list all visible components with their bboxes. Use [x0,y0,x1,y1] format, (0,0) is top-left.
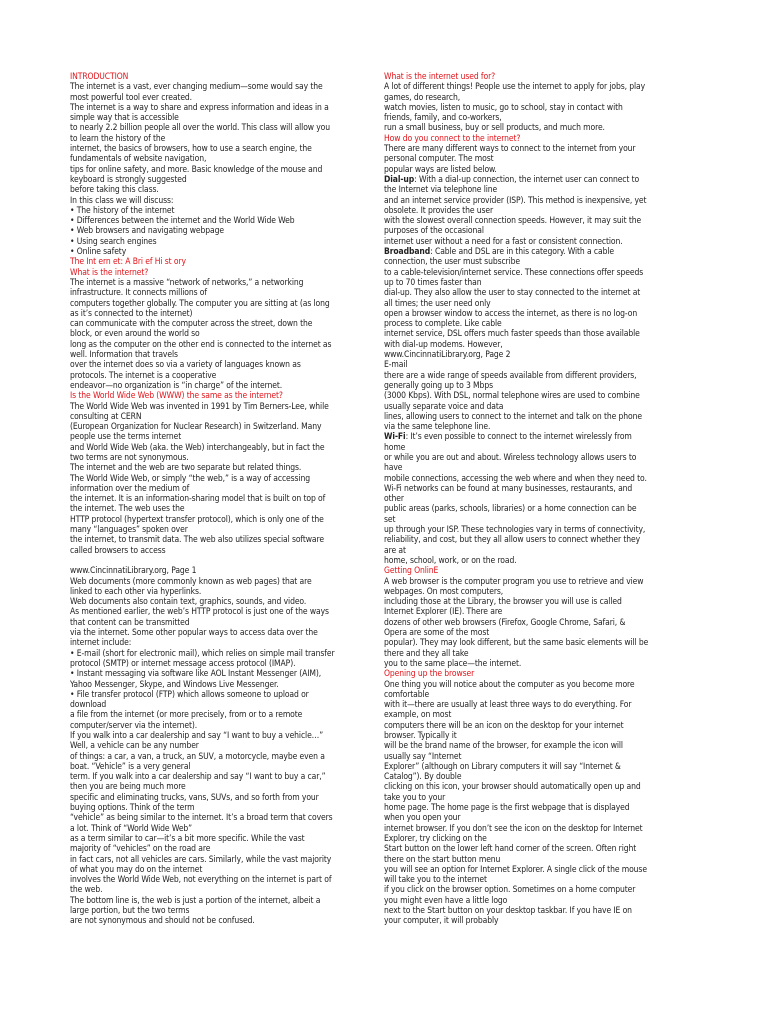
text-line: The internet is a massive “network of networks,” a networking [70,277,304,288]
text-line: tips for online safety, and more. Basic knowledge of the mouse and [70,164,323,175]
bold-term: Broadband [384,247,431,258]
text-line: will be the brand name of the browser, for example the icon will [384,741,623,752]
text-line: • The history of the internet [70,205,175,216]
text-line: (European Organization for Nuclear Research) in Switzerland. Many [70,422,322,433]
section-heading: Getting OnlinE [384,566,439,577]
text-line: A web browser is the computer program you use to retrieve and view [384,576,644,587]
text-line: run a small business, buy or sell products, and much more. [384,123,605,134]
text-line: friends, family, and co-workers, [384,113,502,124]
section-heading: How do you connect to the internet? [384,133,521,144]
text-line: protocol (SMTP) or internet message access protocol (IMAP). [70,658,296,669]
text-line: (3000 Kbps). With DSL, normal telephone wires are used to combine [384,391,640,402]
text-line: connection, the user must subscribe [384,257,520,268]
text-line: In this class we will discuss: [70,195,174,206]
text-line: HTTP protocol (hypertext transfer protocol), which is only one of the [70,514,324,525]
text-line: games, do research, [384,92,461,103]
left-column [70,72,382,927]
text-line: most powerful tool ever created. [70,92,193,103]
text-run: : It’s even possible to connect to the internet wirelessly from [405,432,632,443]
text-line: There are many different ways to connect to the internet from your [384,144,636,155]
text-line: can communicate with the computer across the street, down the [70,319,313,330]
text-line: Web documents also contain text, graphics, sounds, and video. [70,597,307,608]
text-line: two terms are not synonymous. [70,452,189,463]
text-line: internet service, DSL offers much faster speeds than those available [384,329,640,340]
text-line: keyboard is strongly suggested [70,174,187,185]
text-line: or while you are out and about. Wireless technology allows users to [384,452,637,463]
text-line: next to the Start button on your desktop taskbar. If you have IE on [384,906,632,917]
text-line: comfortable [384,689,430,700]
text-line: computer/server via the internet). [70,720,198,731]
text-line: the web. [70,885,103,896]
text-line: long as the computer on the other end is connected to the internet as [70,339,332,350]
text-line: all times; the user need only [384,298,491,309]
text-line [70,556,382,566]
text-line: block, or even around the world so [70,329,200,340]
text-line: obsolete. It provides the user [384,205,494,216]
text-line: majority of “vehicles” on the road are [70,844,211,855]
text-line: protocols. The internet is a cooperative [70,370,217,381]
text-line: The internet and the web are two separate but related things. [70,463,302,474]
text-line: then you are being much more [70,782,186,793]
text-line: • E-mail (short for electronic mail), which relies on simple mail transfer [70,648,335,659]
text-line: and an internet service provider (ISP). This method is inexpensive, yet [384,195,647,206]
text-line: there are a wide range of speeds available from different providers, [384,370,637,381]
text-line: the Internet via telephone line [384,185,498,196]
text-line: there on the start button menu [384,854,501,865]
text-line: internet, the basics of browsers, how to use a search engine, the [70,144,312,155]
text-line: people use the terms internet [70,432,182,443]
text-line: Internet Explorer (IE). There are [384,607,503,618]
text-line: the internet. It is an information-sharing model that is built on top of [70,494,326,505]
text-line: are not synonymous and should not be confused. [70,916,255,927]
text-line: with dial-up modems. However, [384,339,503,350]
text-line: Catalog”). By double [384,772,462,783]
text-line: personal computer. The most [384,154,494,165]
text-line: in fact cars, not all vehicles are cars. Similarly, while the vast majority [70,854,332,865]
text-line: you might even have a little logo [384,895,508,906]
text-line: Well, a vehicle can be any number [70,741,199,752]
text-line: lines, allowing users to connect to the internet and talk on the phone [384,411,642,422]
section-heading: Opening up the browser [384,669,475,680]
text-line: other [384,494,404,505]
text-line: up through your ISP. These technologies vary in terms of connectivity, [384,525,646,536]
text-line: before taking this class. [70,185,159,196]
text-line: • Differences between the internet and the World Wide Web [70,216,295,227]
text-line: via the same telephone line. [384,422,491,433]
text-line: dozens of other web browsers (Firefox, Google Chrome, Safari, & [384,617,626,628]
text-line: to nearly 2.2 billion people all over the world. This class will allow you [70,123,331,134]
text-line: that content can be transmitted [70,617,190,628]
section-heading: Is the World Wide Web (WWW) the same as the internet? [70,391,283,402]
text-line: home [384,442,406,453]
text-line: “vehicle” as being similar to the internet. It’s a broad term that covers [70,813,333,824]
text-line: Start button on the lower left hand corner of the screen. Often right [384,844,637,855]
text-line: as a term similar to car—it’s a bit more specific. While the vast [70,833,305,844]
text-line: public areas (parks, schools, libraries) or a home connection can be [384,504,637,515]
text-line: you will see an option for Internet Explorer. A single click of the mouse [384,864,647,875]
text-line: One thing you will notice about the computer as you become more [384,679,635,690]
text-run: : With a dial-up connection, the internet user can connect to [414,174,640,185]
text-line: have [384,463,403,474]
text-line: your computer, it will probably [384,916,499,927]
text-line: a lot. Think of “World Wide Web” [70,823,193,834]
text-line: large portion, but the two terms [70,906,190,917]
text-line: the internet, to transmit data. The web also utilizes special software [70,535,324,546]
text-line: of what you may do on the internet [70,864,203,875]
bold-term: Wi-Fi [384,432,406,443]
text-line: usually separate voice and data [384,401,504,412]
text-line: The World Wide Web, or simply “the web,” is a way of accessing [70,473,310,484]
text-line: as it’s connected to the internet) [70,308,193,319]
text-line: internet include: [70,638,132,649]
text-line: simple way that is accessible [70,113,179,124]
text-line: If you walk into a car dealership and say “I want to buy a vehicle…” [70,731,324,741]
text-line: process to complete. Like cable [384,319,502,330]
text-line: The internet is a way to share and express information and ideas in a [70,102,329,113]
text-line: dial-up. They also allow the user to stay connected to the internet at [384,288,641,299]
text-line: with the slowest overall connection speeds. However, it may suit the [384,216,642,227]
text-run: : Cable and DSL are in this category. With a cable [430,247,614,258]
text-line: term. If you walk into a car dealership and say “I want to buy a car,” [70,772,326,783]
text-line: will take you to the internet [384,875,487,886]
text-line: linked to each other via hyperlinks. [70,586,202,597]
text-line: specific and eliminating trucks, vans, SUVs, and so forth from your [70,792,319,803]
section-heading: What is the internet? [70,267,149,278]
right-column [384,72,696,927]
text-line: example, on most [384,710,452,721]
text-line: www.CincinnatiLibrary.org, Page 2 [384,350,511,361]
text-line: endeavor—no organization is “in charge” of the internet. [70,380,283,391]
text-line: The World Wide Web was invented in 1991 by Tim Berners-Lee, while [70,401,329,412]
text-line: to learn the history of the [70,133,166,144]
text-line: download [70,700,107,711]
text-line: home, school, work, or on the road. [384,555,517,566]
text-line: usually say “Internet [384,751,462,762]
text-line: • Web browsers and navigating webpage [70,226,224,237]
text-line: Explorer” (although on Library computers it will say “Internet & [384,761,621,772]
text-line: there and they all take [384,648,469,659]
text-line [384,432,696,442]
text-line: browser. Typically it [384,731,457,741]
text-line [384,247,696,257]
text-line: mobile connections, accessing the web where and when they need to. [384,473,647,484]
text-line: via the internet. Some other popular ways to access data over the [70,628,318,639]
text-line: boat. “Vehicle” is a very general [70,761,191,772]
text-line: many “languages” spoken over [70,525,188,536]
text-line: up to 70 times faster than [384,277,482,288]
text-line: webpages. On most computers, [384,586,504,597]
text-line: consulting at CERN [70,411,142,422]
text-line: computers there will be an icon on the desktop for your internet [384,720,624,731]
text-line: and World Wide Web (aka. the Web) interchangeably, but in fact the [70,442,325,453]
text-line: www.CincinnatiLibrary.org, Page 1 [70,566,197,577]
section-heading: INTRODUCTION [70,72,129,82]
text-line: Opera are some of the most [384,628,490,639]
text-line: with it—there are usually at least three ways to do everything. For [384,700,632,711]
text-line: involves the World Wide Web, not everything on the internet is part of [70,875,332,886]
section-heading: The Int ern et: A Bri ef Hi st ory [70,257,186,268]
text-line: when you open your [384,813,461,824]
text-line: E-mail [384,360,408,371]
text-line: The bottom line is, the web is just a portion of the internet, albeit a [70,895,321,906]
text-line: purposes of the occasional [384,226,484,237]
text-line: reliability, and cost, but they all allow users to connect whether they [384,535,641,546]
text-line: are at [384,545,406,556]
text-line: Web documents (more commonly known as web pages) that are [70,576,312,587]
text-line: called browsers to access [70,545,166,556]
bold-term: Dial-up [384,174,415,185]
text-line: internet browser. If you don’t see the icon on the desktop for Internet [384,823,643,834]
text-line: over the internet does so via a variety of languages known as [70,360,301,371]
text-line: watch movies, listen to music, go to school, stay in contact with [384,102,623,113]
text-line: including those at the Library, the browser you will use is called [384,597,622,608]
text-line: internet user without a need for a fast or consistent connection. [384,236,623,247]
text-line: popular ways are listed below. [384,164,497,175]
text-line: Yahoo Messenger, Skype, and Windows Live Messenger. [70,679,279,690]
text-line: buying options. Think of the term [70,803,195,814]
text-line: fundamentals of website navigation, [70,154,207,165]
text-line: • File transfer protocol (FTP) which allows someone to upload or [70,689,309,700]
text-line: information over the medium of [70,483,190,494]
text-line: home page. The home page is the first webpage that is displayed [384,803,630,814]
text-line: infrastructure. It connects millions of [70,288,207,299]
text-line: well. Information that travels [70,350,178,361]
text-line: take you to your [384,792,446,803]
text-line: As mentioned earlier, the web’s HTTP protocol is just one of the ways [70,607,329,618]
text-line: computers together globally. The computer you are sitting at (as long [70,298,330,309]
text-line: set [384,514,396,525]
text-line: A lot of different things! People use the internet to apply for jobs, play [384,82,646,93]
text-line: the internet. The web uses the [70,504,185,515]
text-line: Wi-Fi networks can be found at many businesses, restaurants, and [384,483,633,494]
text-line: • Online safety [70,247,127,258]
text-line [384,175,696,185]
text-line: popular). They may look different, but the same basic elements will be [384,638,649,649]
text-line: generally going up to 3 Mbps [384,380,493,391]
text-line: if you click on the browser option. Sometimes on a home computer [384,885,636,896]
text-line: The internet is a vast, ever changing medium—some would say the [70,82,323,93]
section-heading: What is the internet used for? [384,72,496,82]
text-line: you to the same place—the internet. [384,658,522,669]
text-line: of things: a car, a van, a truck, an SUV, a motorcycle, maybe even a [70,751,325,762]
text-line: clicking on this icon, your browser should automatically open up and [384,782,641,793]
text-line: open a browser window to access the internet, as there is no log-on [384,308,638,319]
text-line: Explorer, try clicking on the [384,833,487,844]
text-line: • Instant messaging via software like AOL Instant Messenger (AIM), [70,669,322,680]
text-line: • Using search engines [70,236,157,247]
text-line: a file from the internet (or more precisely, from or to a remote [70,710,303,721]
text-line: to a cable-television/internet service. These connections offer speeds [384,267,644,278]
